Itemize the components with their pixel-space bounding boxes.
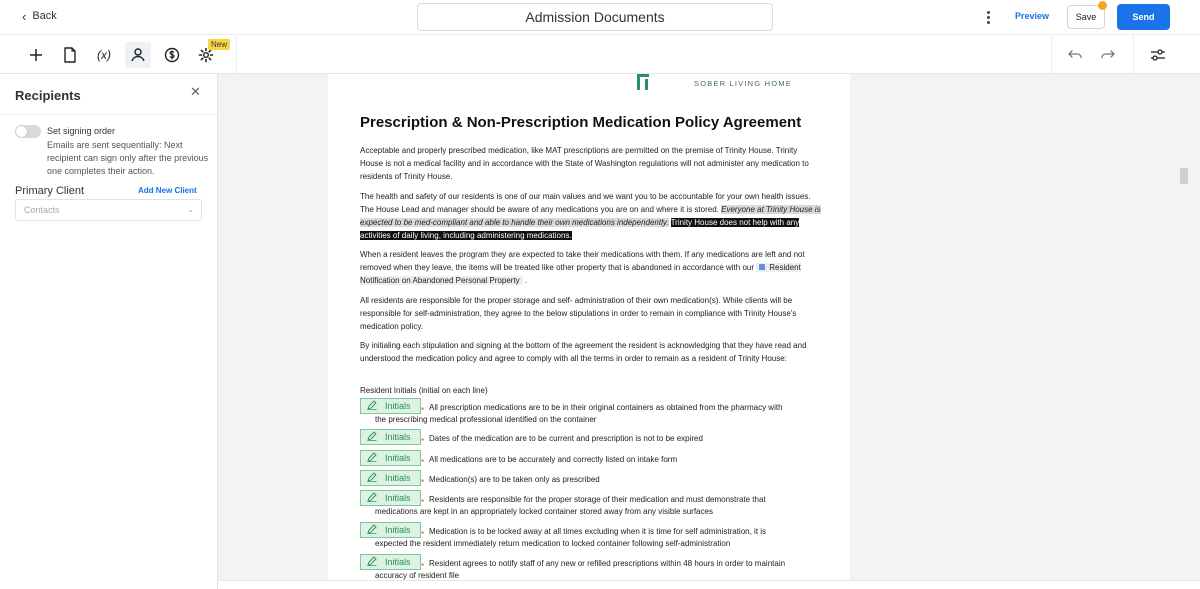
pen-icon [367, 431, 377, 441]
paragraph-text: When a resident leaves the program they are expected to take their medications with them. If any medications are left and not removed when they leave, the items will be treated like other property that is abandoned in accordance with our [360, 250, 805, 272]
toolbar-divider [236, 35, 237, 74]
paragraph: Acceptable and properly prescribed medication, like MAT prescriptions are permitted on the premise of Trinity House. Trinity House is not a medical facility and in accordance with the State of Washington regulations will not administer any medication to residents of Trinity House. [360, 146, 809, 181]
logo-subtitle: SOBER LIVING HOME [694, 79, 792, 88]
recipient-icon[interactable] [125, 42, 151, 68]
pen-icon [367, 492, 377, 502]
close-icon[interactable]: ✕ [190, 84, 201, 99]
scrollbar-thumb[interactable] [1180, 168, 1188, 184]
contacts-select[interactable] [15, 199, 202, 221]
required-marker: * [421, 437, 425, 446]
chevron-left-icon: ‹ [22, 8, 27, 24]
initials-field[interactable] [360, 554, 421, 570]
toolbar-divider [1133, 35, 1134, 74]
highlighted-text: Everyone at Trinity House is expected to be med-compliant and able to handle their own medications independently. [360, 205, 821, 227]
variable-icon[interactable]: (x) [97, 48, 111, 62]
document-heading: Prescription & Non-Prescription Medication Policy Agreement [360, 114, 802, 131]
required-marker: * [421, 406, 425, 415]
signing-order-toggle[interactable] [15, 125, 41, 138]
pen-icon [367, 452, 377, 462]
more-options-icon[interactable] [983, 7, 993, 27]
paragraph: By initialing each stipulation and signing at the bottom of the agreement the resident is acknowledging that they have read and understood the medication policy and agree to comply with all the terms in order to remain as a resident of Trinity House: [360, 341, 807, 363]
save-button[interactable]: Save [1067, 5, 1105, 29]
initials-label: Initials [385, 525, 411, 535]
initials-field[interactable] [360, 522, 421, 538]
initials-field[interactable] [360, 429, 421, 445]
notification-dot [1098, 1, 1107, 10]
attachment-icon [759, 264, 765, 270]
logo-mark-icon [636, 74, 656, 90]
trinity-house-logo [636, 74, 818, 90]
initials-field[interactable] [360, 470, 421, 486]
initials-field[interactable] [360, 398, 421, 414]
paragraph-text: . [524, 276, 528, 285]
required-marker: * [421, 498, 425, 507]
back-label: Back [32, 10, 57, 22]
document-page [328, 74, 850, 584]
add-new-client-link[interactable]: Add New Client [138, 186, 197, 195]
top-bar [0, 0, 1200, 35]
initials-heading: Resident Initials (initial on each line) [360, 386, 488, 395]
toolbar-divider [1051, 35, 1052, 74]
stipulation-text: expected the resident immediately return medication to locked container following self-administration [375, 539, 731, 548]
document-icon[interactable] [57, 42, 83, 68]
required-marker: * [421, 458, 425, 467]
paragraph: All residents are responsible for the proper storage and self- administration of their own medication(s). While clients will be responsible for self-administration, they agree to the below stipulations in order to remain in compliance with Trinity House's medication policy. [360, 296, 797, 331]
required-marker: * [421, 562, 425, 571]
chevron-down-icon: ⌄ [187, 205, 194, 214]
editor-toolbar [0, 35, 1200, 74]
sliders-icon[interactable] [1145, 42, 1171, 68]
stipulation-text: Dates of the medication are to be current and prescription is not to be expired [429, 434, 703, 443]
dollar-icon[interactable] [159, 42, 185, 68]
document-canvas[interactable] [218, 74, 1200, 589]
initials-label: Initials [385, 432, 411, 442]
preview-button[interactable]: Preview [1015, 11, 1050, 21]
signing-order-label: Set signing order [47, 126, 116, 136]
stipulation-text: Resident agrees to notify staff of any new or refilled prescriptions within 48 hours in order to maintain [429, 559, 786, 568]
horizontal-scrollbar[interactable] [218, 580, 1200, 589]
initials-field[interactable] [360, 490, 421, 506]
primary-client-label: Primary Client [15, 185, 85, 197]
attachment-label: Resident Notification on Abandoned Personal Property [360, 263, 801, 285]
highlighted-text: Trinity House does not help with any activities of daily living, including administering medications. [360, 218, 800, 240]
back-button[interactable] [22, 10, 57, 22]
stipulation-row [360, 398, 830, 422]
recipients-panel [0, 74, 218, 589]
stipulation-row [360, 522, 830, 546]
required-marker: * [421, 530, 425, 539]
new-badge: New [208, 39, 230, 50]
stipulation-text: medications are kept in an appropriately locked container stored away from any visible surfaces [375, 507, 713, 516]
pen-icon [367, 524, 377, 534]
divider [0, 114, 217, 115]
plus-icon[interactable] [23, 42, 49, 68]
send-button[interactable]: Send [1117, 4, 1170, 30]
undo-icon[interactable] [1062, 42, 1088, 68]
stipulation-row [360, 554, 830, 578]
paragraph [360, 190, 822, 242]
stipulation-text: accuracy of resident file [375, 571, 460, 580]
stipulation-row [360, 490, 830, 514]
pen-icon [367, 472, 377, 482]
initials-field[interactable] [360, 450, 421, 466]
required-marker: * [421, 478, 425, 487]
initials-label: Initials [385, 493, 411, 503]
contacts-placeholder: Contacts [24, 205, 60, 215]
stipulation-text: All prescription medications are to be in their original containers as obtained from the pharmacy with [429, 403, 783, 412]
pen-icon [367, 556, 377, 566]
document-title-field[interactable]: Admission Documents [417, 3, 773, 31]
paragraph-text: The health and safety of our residents is one of our main values and we want you to be accountable for your own health issues. The House Lead and manager should be aware of any medications you are on and where it is stored. [360, 192, 811, 214]
redo-icon[interactable] [1095, 42, 1121, 68]
stipulation-text: Residents are responsible for the proper storage of their medication and must demonstrate that [429, 495, 766, 504]
initials-label: Initials [385, 473, 411, 483]
initials-label: Initials [385, 557, 411, 567]
pen-icon [367, 400, 377, 410]
initials-label: Initials [385, 401, 411, 411]
panel-title: Recipients [15, 88, 81, 103]
paragraph [360, 248, 822, 287]
stipulation-text: Medication(s) are to be taken only as prescribed [429, 475, 600, 484]
stipulation-text: Medication is to be locked away at all times excluding when it is time for self administration, it is [429, 527, 767, 536]
stipulation-text: the prescribing medical professional identified on the container [375, 415, 597, 424]
stipulation-text: All medications are to be accurately and correctly listed on intake form [429, 455, 678, 464]
initials-label: Initials [385, 453, 411, 463]
signing-order-description: Emails are sent sequentially: Next recipient can sign only after the previous one completes their action. [47, 140, 209, 176]
